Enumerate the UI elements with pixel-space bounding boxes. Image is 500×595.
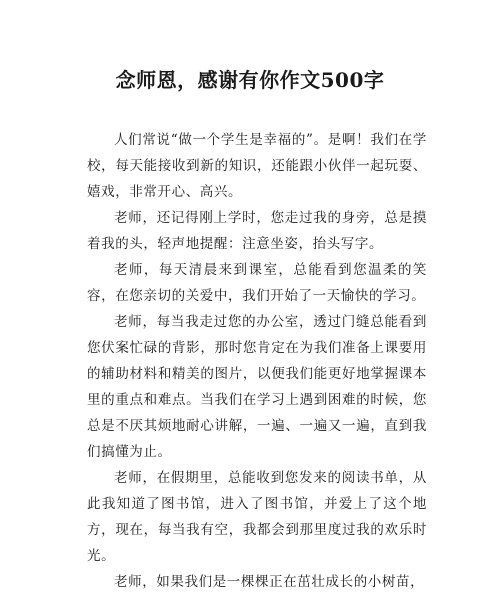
paragraph: 老师，如果我们是一棵棵正在茁壮成长的小树苗，	[114, 574, 425, 590]
paragraph: 人们常说“做一个学生是幸福的”。是啊！我们在学校，每天能接收到新的知识，还能跟小伙伴一起玩耍、嬉戏，非常开心、高兴。	[87, 132, 427, 200]
paragraph: 老师，在假期里，总能收到您发来的阅读书单，从此我知道了图书馆，进入了图书馆，并爱上了这个地方，现在，每当我有空，我都会到那里度过我的欢乐时光。	[87, 470, 427, 564]
paragraph: 老师，每天清晨来到课室，总能看到您温柔的笑容，在您亲切的关爱中，我们开始了一天愉快的学习。	[87, 262, 427, 304]
paragraph: 老师，每当我走过您的办公室，透过门缝总能看到您伏案忙碌的背影，那时您肯定在为我们准备上课要用的辅助材料和精美的图片，以便我们能更好地掌握课本里的重点和难点。当我们在学习上遇到困难的时候，您总是不厌其烦地耐心讲解，一遍、一遍又一遍，直到我们搞懂为止。	[87, 314, 427, 460]
document-title: 念师恩，感谢有你作文500字	[115, 68, 385, 92]
paragraph: 老师，还记得刚上学时，您走过我的身旁，总是摸着我的头，轻声地提醒：注意坐姿，抬头写字。	[87, 210, 427, 252]
document-body	[87, 127, 427, 595]
